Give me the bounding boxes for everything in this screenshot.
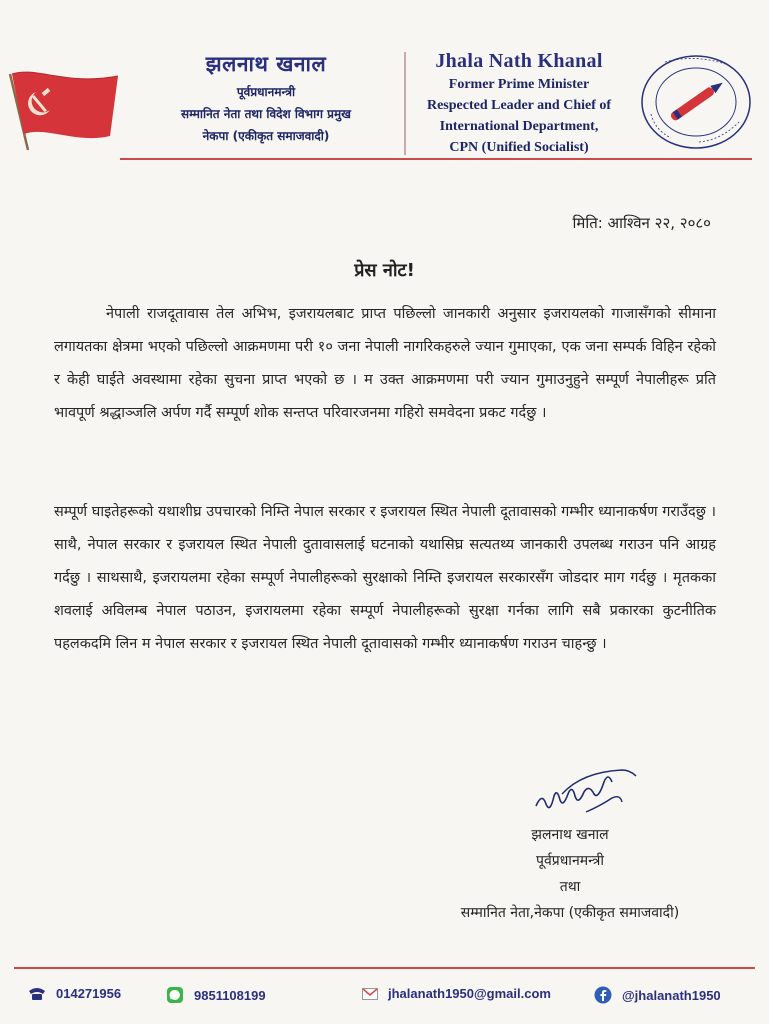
page-title: प्रेस नोट!	[354, 260, 415, 281]
header-english-role2: International Department,	[439, 119, 599, 134]
footer-phone	[28, 986, 121, 1001]
header-rule	[120, 158, 752, 160]
telephone-icon	[28, 987, 46, 1001]
letterhead	[0, 0, 769, 165]
whatsapp-icon	[166, 986, 184, 1004]
facebook-handle[interactable]: @jhalanath1950	[622, 987, 721, 1003]
handwritten-signature	[532, 762, 642, 822]
signatory-title: पूर्वप्रधानमन्त्री	[536, 853, 604, 869]
paragraph-1-text: नेपाली राजदूतावास तेल अभिभ, इजरायलबाट प्राप्त पछिल्लो जानकारी अनुसार इजरायलको गाजासँगको सीमाना लगायतका क्षेत्रमा भएको पछिल्लो आक्रमणमा परी १० जना नेपाली नागरिकहरुले ज्यान गुमाएका, एक जना सम्पर्क विहिन रहेको र केही घाईते अवस्थामा रहेका सुचना प्राप्त भएको छ । म उक्त आक्रमणमा परी ज्यान गुमाउनुहुने सम्पूर्ण नेपालीहरू प्रति भावपूर्ण श्रद्धाञ्जलि अर्पण गर्दै सम्पूर्ण शोक सन्तप्त परिवारजनमा गहिरो समवेदना प्रकट गर्दछु ।	[54, 306, 716, 421]
email-icon	[362, 988, 378, 1000]
footer-email	[362, 986, 551, 1001]
footer-facebook	[594, 986, 721, 1004]
party-flag-icon	[6, 62, 124, 152]
header-nepali-name: झलनाथ खनाल	[205, 51, 327, 76]
signatory-conjunction: तथा	[559, 879, 581, 895]
header-english-block	[408, 50, 630, 157]
date-line: मिति: आश्विन २२, २०८०	[572, 214, 711, 232]
header-nepali-party: नेकपा (एकीकृत समाजवादी)	[202, 129, 330, 143]
header-english-party: CPN (Unified Socialist)	[449, 140, 589, 155]
header-divider	[404, 52, 406, 155]
pen-seal-icon	[637, 52, 755, 152]
header-nepali-role: सम्मानित नेता तथा विदेश विभाग प्रमुख	[181, 107, 351, 121]
header-english-title: Former Prime Minister	[448, 77, 590, 92]
signature-block	[420, 822, 720, 926]
header-english-role1: Respected Leader and Chief of	[426, 98, 612, 113]
paragraph-2: सम्पूर्ण घाइतेहरूको यथाशीघ्र उपचारको निम्ति नेपाल सरकार र इजरायल स्थित नेपाली दूतावासको गम्भीर ध्यानाकर्षण गराउँदछु । साथै, नेपाल सरकार र इजरायल स्थित नेपाली दुतावासलाई घटनाको यथासिघ्र सत्यतथ्य जानकारी उपलब्ध गराउन पनि आग्रह गर्दछु । साथसाथै, इजरायलमा रहेका सम्पूर्ण नेपालीहरूको सुरक्षाको निम्ति इजरायल सरकारसँग जोडदार माग गर्दछु । मृतकका शवलाई अविलम्ब नेपाल पठाउन, इजरायलमा रहेका सम्पूर्ण नेपालीहरूको सुरक्षा गर्नका लागि सबै प्रकारका कुटनीतिक पहलकदमि लिन म नेपाल सरकार र इजरायल स्थित नेपाली दूतावासको गम्भीर ध्यानाकर्षण गराउन चाहन्छु ।	[54, 504, 716, 652]
email-address[interactable]: jhalanath1950@gmail.com	[388, 986, 551, 1001]
contact-footer	[0, 982, 769, 1012]
footer-whatsapp	[166, 986, 266, 1004]
whatsapp-number: 9851108199	[194, 987, 266, 1003]
signatory-name: झलनाथ खनाल	[531, 827, 609, 843]
header-english-name: Jhala Nath Khanal	[435, 50, 603, 72]
header-nepali-title: पूर्वप्रधानमन्त्री	[236, 85, 296, 99]
phone-number: 014271956	[56, 986, 122, 1001]
facebook-icon	[594, 986, 612, 1004]
header-nepali-block	[130, 50, 402, 144]
paragraph-1	[54, 298, 716, 430]
footer-rule	[14, 967, 755, 969]
signatory-role: सम्मानित नेता,नेकपा (एकीकृत समाजवादी)	[460, 905, 680, 921]
